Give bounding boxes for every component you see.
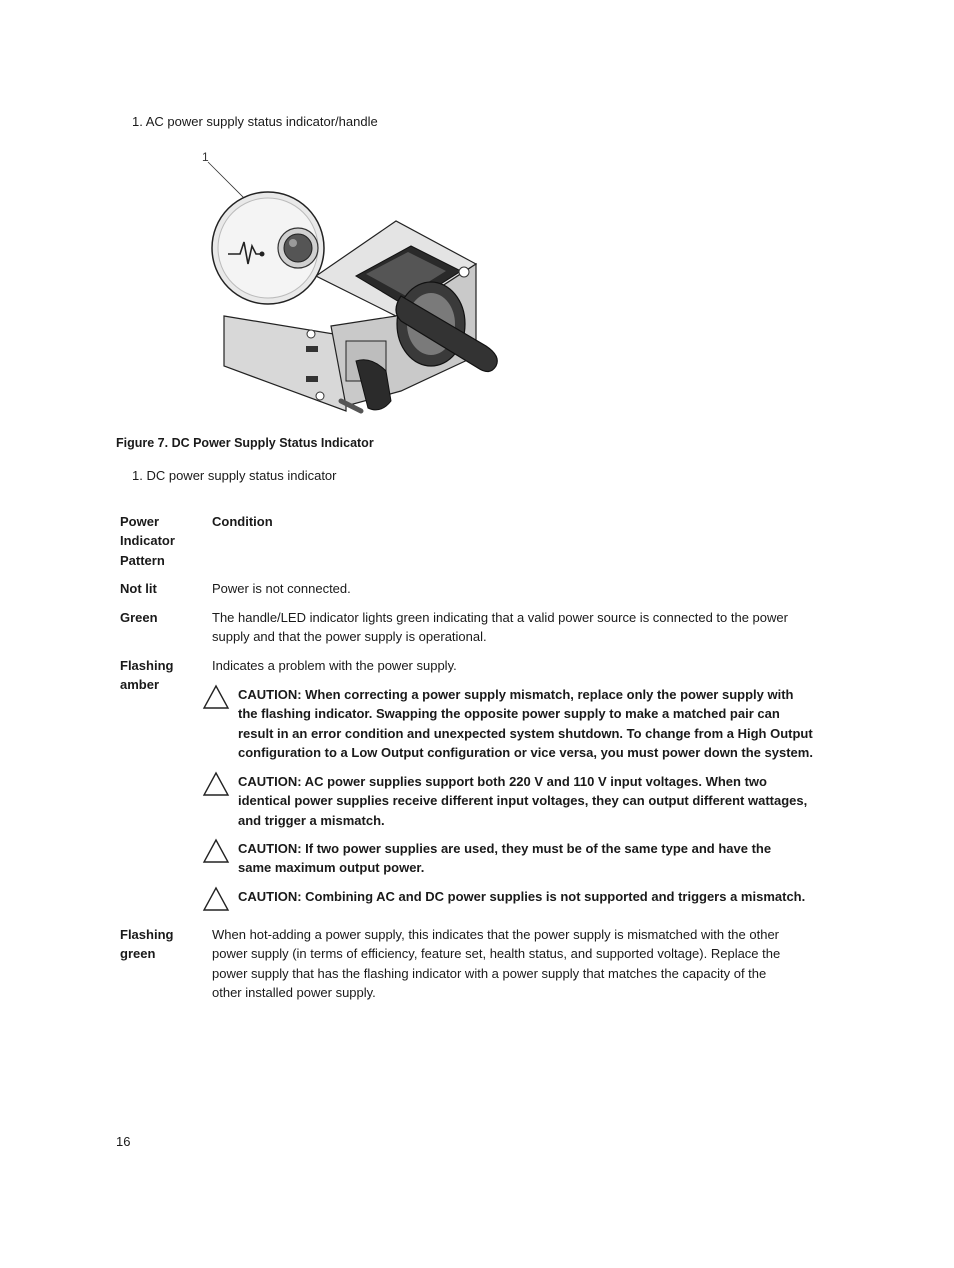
caution-triangle-icon (202, 684, 230, 710)
table-row-condition: Indicates a problem with the power supply. (212, 658, 457, 673)
table-row-pattern: Green (120, 610, 158, 625)
table-row-condition: When hot-adding a power supply, this indicates that the power supply is mismatched with the other power supply (in terms of efficiency, feature set, health status, and supported voltage). Replace the power supply that has the flashing indicator with a power supply that matches the capacity of the other installed power supply. (212, 927, 781, 1000)
caution-note: CAUTION: If two power supplies are used, they must be of the same type and have the same maximum output power. (238, 841, 772, 876)
table-row-pattern: Flashing green (120, 927, 174, 962)
table-row-condition: Power is not connected. (212, 581, 351, 596)
table-header-pattern: Power Indicator Pattern (120, 514, 175, 568)
power-supply-drawing (196, 146, 516, 421)
list-item-ac-indicator: 1. AC power supply status indicator/handle (132, 114, 378, 129)
caution-note: CAUTION: Combining AC and DC power supplies is not supported and triggers a mismatch. (238, 889, 806, 904)
caution-note: CAUTION: When correcting a power supply mismatch, replace only the power supply with the flashing indicator. Swapping the opposite power supply to make a matched pair can result in an error condition and unexpected system shutdown. To change from a High Output configuration to a Low Output configuration or vice versa, you must power down the system. (238, 687, 813, 760)
callout-number: 1 (202, 150, 209, 164)
chassis-side-panel (224, 316, 346, 411)
caution-triangle-icon (202, 886, 230, 912)
table-row-pattern: Not lit (120, 581, 157, 596)
caution-note: CAUTION: AC power supplies support both 220 V and 110 V input voltages. When two identical power supplies receive different input voltages, they can output different wattages, and trigger a mismatch. (238, 774, 808, 828)
side-slot (306, 376, 318, 382)
figure-caption: Figure 7. DC Power Supply Status Indicator (116, 436, 374, 450)
figure-power-supply-illustration (196, 146, 516, 421)
table-row-pattern: Flashing amber (120, 658, 174, 693)
power-pulse-dot (260, 252, 265, 257)
caution-triangle-icon (202, 771, 230, 797)
list-item-dc-indicator: 1. DC power supply status indicator (132, 468, 337, 483)
caution-triangle-icon (202, 838, 230, 864)
table-header-condition: Condition (212, 514, 273, 529)
status-led-highlight (289, 239, 297, 247)
side-slot (306, 346, 318, 352)
screw-icon (307, 330, 315, 338)
page-number: 16 (116, 1134, 131, 1149)
status-led-icon (284, 234, 312, 262)
screw-icon (459, 267, 469, 277)
screw-icon (316, 392, 324, 400)
table-row-condition: The handle/LED indicator lights green indicating that a valid power source is connected to the power supply and that the power supply is operational. (212, 610, 788, 645)
